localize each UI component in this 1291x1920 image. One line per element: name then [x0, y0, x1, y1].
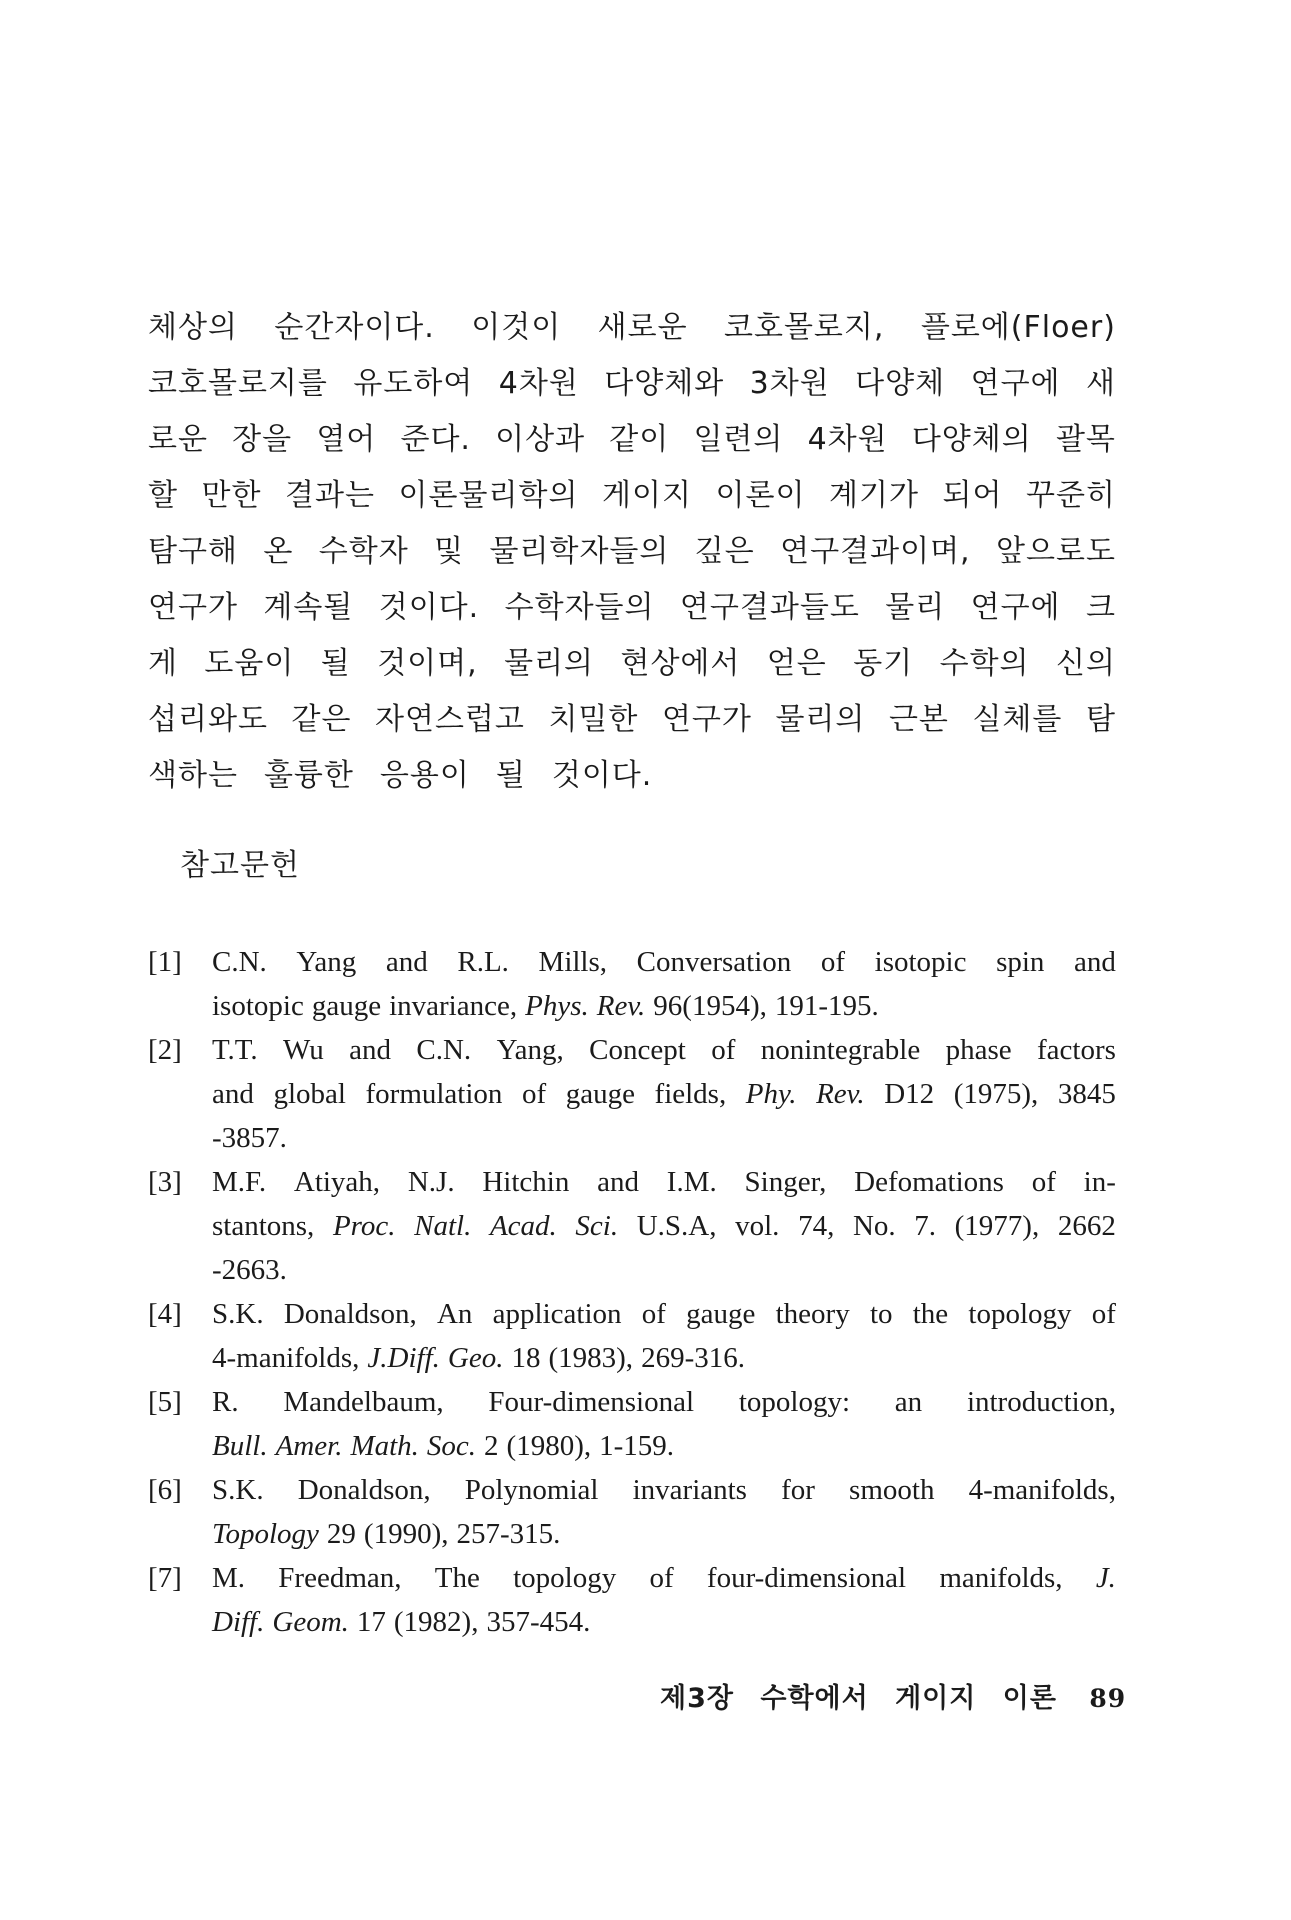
reference-line: [212, 1336, 1116, 1380]
reference-word: J.Diff.: [367, 1342, 440, 1374]
body-word: 것이며,: [377, 646, 478, 681]
reference-word: fields,: [654, 1078, 727, 1110]
reference-word: in-: [1083, 1166, 1116, 1198]
reference-word: 191-195.: [774, 990, 879, 1022]
reference-line: [212, 1248, 1116, 1292]
body-word: 깊은: [694, 534, 755, 569]
reference-word: gauge: [686, 1298, 756, 1330]
body-word: 만한: [201, 478, 262, 513]
reference-word: R.L.: [457, 946, 509, 978]
body-word: 물리의: [504, 646, 595, 681]
body-word: 온: [263, 534, 294, 569]
reference-word: of: [711, 1034, 736, 1066]
reference-word: isotopic: [212, 990, 304, 1022]
body-word: 로운: [148, 422, 208, 457]
reference-word: -2663.: [212, 1254, 287, 1286]
reference-word: 18: [511, 1342, 541, 1374]
reference-number: [7]: [148, 1562, 182, 1594]
reference-word: an: [894, 1386, 923, 1418]
body-word: 다양체: [855, 366, 946, 401]
reference-word: 17: [356, 1606, 386, 1638]
reference-word: R.: [212, 1386, 239, 1418]
reference-word: Wu: [283, 1034, 324, 1066]
footer-chapter: 제3장: [660, 1683, 734, 1714]
body-line: [148, 300, 1116, 356]
body-word: 및: [434, 534, 465, 569]
reference-word: Donaldson,: [297, 1474, 431, 1506]
reference-item: [148, 1380, 1116, 1468]
body-word: 섭리와도: [148, 702, 268, 737]
reference-word: Donaldson,: [283, 1298, 417, 1330]
reference-word: invariance,: [389, 990, 518, 1022]
body-word: 연구에: [970, 590, 1061, 625]
reference-word: invariants: [632, 1474, 747, 1506]
reference-number: [6]: [148, 1474, 182, 1506]
body-word: 물리의: [775, 702, 866, 737]
body-word: 플로에(Floer): [920, 310, 1116, 345]
reference-item: [148, 1028, 1116, 1160]
body-word: 연구결과이며,: [780, 534, 971, 569]
reference-word: global: [273, 1078, 346, 1110]
reference-word: Sci.: [575, 1210, 619, 1242]
body-word: 현상에서: [620, 646, 741, 681]
reference-line: [212, 1160, 1116, 1204]
reference-word: 2: [484, 1430, 499, 1462]
reference-word: of: [1091, 1298, 1116, 1330]
reference-line: [212, 1116, 1116, 1160]
body-word: 같이: [609, 422, 670, 457]
reference-word: and: [349, 1034, 391, 1066]
body-word: 연구에: [970, 366, 1061, 401]
reference-word: (1990),: [363, 1518, 449, 1550]
reference-item: [148, 940, 1116, 1028]
reference-word: Concept: [589, 1034, 686, 1066]
reference-item: [148, 1160, 1116, 1292]
reference-number: [4]: [148, 1298, 182, 1330]
reference-word: The: [434, 1562, 480, 1594]
reference-word: introduction,: [966, 1386, 1116, 1418]
body-line: [148, 692, 1116, 748]
reference-line: [212, 1028, 1116, 1072]
reference-word: Defomations: [854, 1166, 1004, 1198]
footer-title-2: 게이지: [895, 1683, 977, 1714]
reference-word: Natl.: [414, 1210, 472, 1242]
reference-word: Mills,: [538, 946, 608, 978]
reference-word: of: [820, 946, 846, 978]
reference-word: 1-159.: [599, 1430, 675, 1462]
reference-number: [5]: [148, 1386, 182, 1418]
body-word: 같은: [291, 702, 352, 737]
body-word: 이상과: [495, 422, 586, 457]
reference-word: Geo.: [447, 1342, 504, 1374]
reference-word: 257-315.: [456, 1518, 561, 1550]
body-word: 실체를: [972, 702, 1063, 737]
body-word: 앞으로도: [996, 534, 1116, 569]
body-line: [148, 636, 1116, 692]
body-word: 신의: [1055, 646, 1116, 681]
reference-word: manifolds,: [939, 1562, 1063, 1594]
reference-word: M.: [212, 1562, 246, 1594]
body-word: 탐: [1085, 702, 1116, 737]
reference-word: of: [1031, 1166, 1056, 1198]
body-word: 결과는: [285, 478, 375, 513]
reference-word: to: [869, 1298, 893, 1330]
reference-word: -3857.: [212, 1122, 287, 1154]
reference-line: [212, 984, 1116, 1028]
reference-word: Diff.: [212, 1606, 265, 1638]
reference-word: spin: [996, 946, 1045, 978]
reference-word: 2662: [1057, 1210, 1116, 1242]
reference-word: the: [912, 1298, 949, 1330]
body-word: 일련의: [693, 422, 784, 457]
body-word: 수학자: [318, 534, 409, 569]
references-heading: 참고문헌: [180, 848, 300, 883]
body-word: 순간자이다.: [274, 310, 435, 345]
reference-word: 357-454.: [486, 1606, 591, 1638]
reference-number: [3]: [148, 1166, 182, 1198]
reference-word: N.J.: [407, 1166, 455, 1198]
body-word: 얻은: [766, 646, 827, 681]
body-word: 게: [148, 646, 178, 681]
reference-line: [212, 940, 1116, 984]
reference-word: Four-dimensional: [488, 1386, 695, 1418]
body-word: 이론이: [715, 478, 806, 513]
reference-line: [212, 1556, 1116, 1600]
page-number: 89: [1089, 1684, 1127, 1713]
reference-item: [148, 1556, 1116, 1644]
body-word: 탐구해: [148, 534, 238, 569]
reference-line: [212, 1600, 1116, 1644]
body-word: 게이지: [601, 478, 692, 513]
body-word: 될: [495, 758, 526, 793]
body-word: 체상의: [148, 310, 238, 345]
body-line: [148, 468, 1116, 524]
body-word: 새: [1086, 366, 1116, 401]
body-word: 도움이: [204, 646, 295, 681]
body-word: 물리학자들의: [489, 534, 670, 569]
reference-word: topology:: [738, 1386, 850, 1418]
body-word: 계기가: [828, 478, 919, 513]
reference-word: 4-manifolds,: [968, 1474, 1116, 1506]
reference-word: formulation: [365, 1078, 503, 1110]
reference-word: Hitchin: [482, 1166, 570, 1198]
body-word: 자연스럽고: [374, 702, 525, 737]
body-word: 계속될: [263, 590, 354, 625]
footer-title-3: 이론: [1002, 1683, 1057, 1714]
reference-word: (1980),: [506, 1430, 592, 1462]
body-word: 코호몰로지,: [723, 310, 885, 345]
reference-line: [212, 1424, 1116, 1468]
reference-item: [148, 1292, 1116, 1380]
body-word: 코호몰로지를: [148, 366, 328, 401]
body-word: 연구가: [661, 702, 752, 737]
reference-word: stantons,: [212, 1210, 315, 1242]
reference-item: [148, 1468, 1116, 1556]
reference-word: and: [212, 1078, 254, 1110]
body-word: 크: [1085, 590, 1116, 625]
body-word: 괄목: [1055, 422, 1116, 457]
body-word: 유도하여: [353, 366, 474, 401]
reference-line: [212, 1468, 1116, 1512]
reference-word: and: [597, 1166, 640, 1198]
reference-word: Soc.: [426, 1430, 477, 1462]
reference-word: (1982),: [393, 1606, 479, 1638]
reference-word: of: [521, 1078, 547, 1110]
reference-word: nonintegrable: [760, 1034, 921, 1066]
reference-word: S.K.: [212, 1474, 264, 1506]
reference-number: [2]: [148, 1034, 182, 1066]
reference-word: 3845: [1057, 1078, 1116, 1110]
reference-word: Math.: [350, 1430, 419, 1462]
body-word: 훌륭한: [263, 758, 354, 793]
reference-line: [212, 1380, 1116, 1424]
body-word: 연구가: [148, 590, 238, 625]
body-paragraph: [148, 300, 1116, 804]
body-word: 근본: [888, 702, 949, 737]
reference-word: of: [641, 1298, 666, 1330]
body-word: 새로운: [597, 310, 688, 345]
reference-word: I.M.: [666, 1166, 717, 1198]
reference-word: Rev.: [596, 990, 646, 1022]
reference-word: Yang: [296, 946, 357, 978]
reference-word: (1983),: [548, 1342, 634, 1374]
reference-word: Freedman,: [278, 1562, 402, 1594]
body-line: [148, 524, 1116, 580]
reference-word: for: [781, 1474, 815, 1506]
reference-word: T.T.: [212, 1034, 258, 1066]
reference-word: phase: [945, 1034, 1012, 1066]
reference-number: [1]: [148, 946, 182, 978]
reference-word: Amer.: [275, 1430, 343, 1462]
reference-word: Topology: [212, 1518, 319, 1550]
reference-word: gauge: [565, 1078, 635, 1110]
body-line: [148, 356, 1116, 412]
reference-word: of: [649, 1562, 674, 1594]
reference-word: 269-316.: [641, 1342, 745, 1374]
body-word: 수학자들의: [504, 590, 655, 625]
reference-word: Mandelbaum,: [283, 1386, 444, 1418]
body-line: [148, 580, 1116, 636]
page-footer: [660, 1676, 1142, 1715]
body-word: 연구결과들도: [679, 590, 860, 625]
reference-word: topology: [968, 1298, 1072, 1330]
reference-word: Bull.: [212, 1430, 268, 1462]
body-word: 이론물리학의: [398, 478, 579, 513]
reference-word: (1977),: [954, 1210, 1040, 1242]
footer-title-1: 수학에서: [760, 1683, 869, 1714]
reference-word: 4-manifolds,: [212, 1342, 360, 1374]
reference-word: Conversation: [636, 946, 792, 978]
reference-word: 7.: [914, 1210, 937, 1242]
body-word: 수학의: [939, 646, 1030, 681]
body-word: 4차원: [498, 366, 579, 401]
reference-word: Proc.: [332, 1210, 396, 1242]
body-word: 것이다.: [551, 758, 653, 793]
reference-word: C.N.: [212, 946, 267, 978]
reference-word: smooth: [849, 1474, 935, 1506]
reference-word: vol.: [735, 1210, 780, 1242]
reference-word: No.: [852, 1210, 896, 1242]
reference-word: J.: [1095, 1562, 1116, 1594]
reference-word: Singer,: [744, 1166, 827, 1198]
reference-word: and: [385, 946, 428, 978]
body-word: 준다.: [400, 422, 471, 457]
reference-line: [212, 1072, 1116, 1116]
reference-word: C.N.: [416, 1034, 472, 1066]
body-word: 치밀한: [548, 702, 639, 737]
reference-word: 96(1954),: [653, 990, 767, 1022]
body-word: 3차원: [749, 366, 830, 401]
body-line: [148, 748, 1116, 804]
reference-word: U.S.A,: [636, 1210, 717, 1242]
reference-line: [212, 1204, 1116, 1248]
reference-word: theory: [775, 1298, 850, 1330]
body-word: 다양체의: [911, 422, 1032, 457]
reference-word: An: [436, 1298, 473, 1330]
body-line: [148, 412, 1116, 468]
reference-word: Geom.: [272, 1606, 349, 1638]
reference-word: topology: [513, 1562, 617, 1594]
reference-word: M.F.: [212, 1166, 267, 1198]
body-word: 될: [320, 646, 351, 681]
body-word: 열어: [316, 422, 377, 457]
reference-line: [212, 1512, 1116, 1556]
body-word: 이것이: [471, 310, 562, 345]
body-word: 할: [148, 478, 178, 513]
reference-word: factors: [1037, 1034, 1116, 1066]
body-word: 4차원: [807, 422, 888, 457]
reference-word: 74,: [798, 1210, 835, 1242]
references-list: [148, 940, 1116, 1644]
reference-word: application: [492, 1298, 622, 1330]
reference-word: Polynomial: [464, 1474, 599, 1506]
body-word: 동기: [853, 646, 914, 681]
body-word: 물리: [885, 590, 946, 625]
body-word: 것이다.: [378, 590, 480, 625]
reference-word: Phy.: [745, 1078, 797, 1110]
body-word: 되어: [942, 478, 1003, 513]
reference-word: Yang,: [496, 1034, 564, 1066]
reference-word: isotopic: [874, 946, 967, 978]
reference-word: Atiyah,: [293, 1166, 381, 1198]
reference-word: S.K.: [212, 1298, 264, 1330]
reference-word: four-dimensional: [706, 1562, 907, 1594]
reference-word: 29: [326, 1518, 356, 1550]
reference-word: Phys.: [525, 990, 589, 1022]
reference-word: D12: [884, 1078, 935, 1110]
body-word: 다양체와: [604, 366, 725, 401]
body-word: 색하는: [148, 758, 238, 793]
reference-word: Rev.: [816, 1078, 865, 1110]
reference-word: Acad.: [489, 1210, 557, 1242]
body-word: 꾸준히: [1026, 478, 1116, 513]
reference-word: gauge: [311, 990, 382, 1022]
body-word: 장을: [232, 422, 293, 457]
reference-line: [212, 1292, 1116, 1336]
reference-word: and: [1074, 946, 1116, 978]
reference-word: (1975),: [953, 1078, 1039, 1110]
body-word: 응용이: [379, 758, 470, 793]
